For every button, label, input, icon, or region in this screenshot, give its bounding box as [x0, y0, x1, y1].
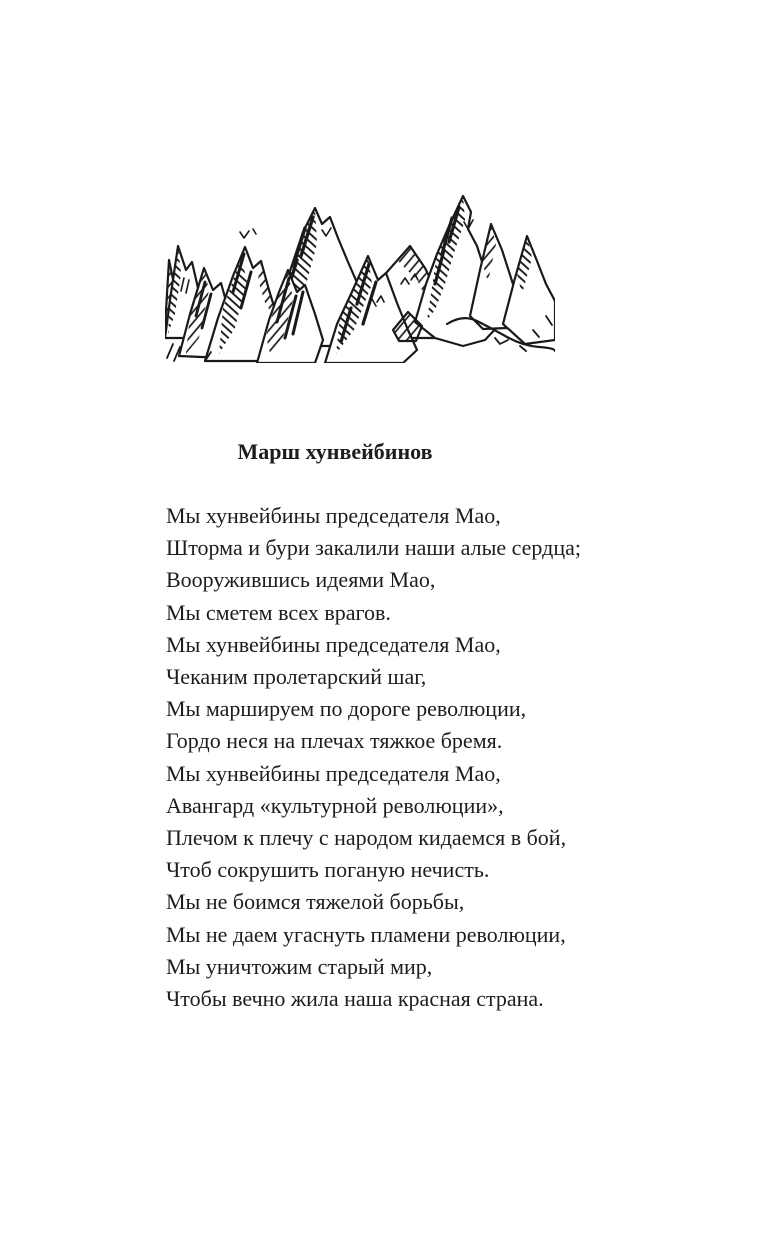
poem-line: Авангард «культурной революции», [166, 792, 504, 818]
poem-line: Мы не даем угаснуть пламени революции, [166, 921, 566, 947]
poem-line: Вооружившись идеями Мао, [166, 567, 436, 593]
poem-line: Мы хунвейбины председателя Мао, [166, 760, 501, 786]
poem-line: Мы не боимся тяжелой борьбы, [166, 889, 465, 915]
poem-line: Мы хунвейбины председателя Мао, [166, 503, 501, 528]
poem-line: Плечом к плечу с народом кидаемся в бой, [166, 825, 567, 851]
poem-line: Мы хунвейбины председателя Мао, [166, 631, 501, 657]
poem-line: Чтобы вечно жила наша красная страна. [166, 986, 544, 1012]
poem-line: Гордо неся на плечах тяжкое бремя. [166, 728, 503, 754]
mountain-range-illustration [165, 188, 555, 363]
poem-line: Шторма и бури закалили наши алые сердца; [166, 535, 581, 561]
poem-body [166, 500, 626, 1015]
poem-line: Мы уничтожим старый мир, [166, 953, 433, 979]
poem-title: Марш хунвейбинов [237, 439, 433, 464]
poem-line: Чеканим пролетарский шаг, [166, 664, 427, 690]
poem-line: Мы сметем всех врагов. [166, 599, 391, 625]
poem-line: Мы маршируем по дороге революции, [166, 696, 527, 722]
poem-line: Чтоб сокрушить поганую нечисть. [166, 857, 490, 883]
mountain-range-icon [165, 188, 555, 363]
